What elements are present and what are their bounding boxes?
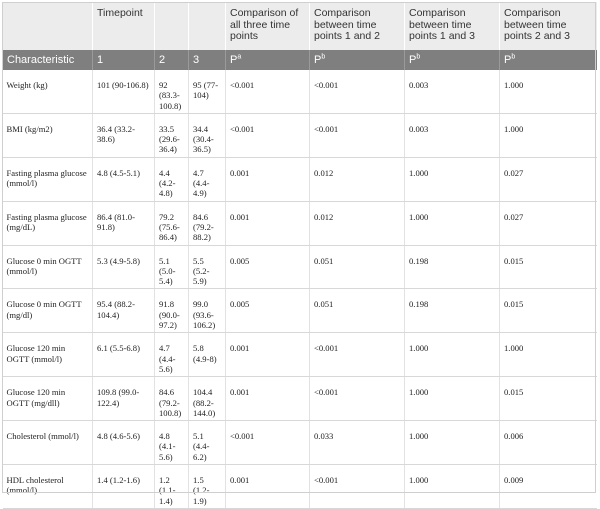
header-blank xyxy=(3,2,93,50)
cell-p-1-2: <0.001 xyxy=(310,333,405,377)
cell-p-all: <0.001 xyxy=(226,113,310,157)
sup-a: a xyxy=(237,53,242,61)
cell-tp3: 5.1 (4.4-6.2) xyxy=(189,421,226,465)
table-row xyxy=(3,245,597,289)
p-letter: P xyxy=(409,54,417,66)
header-tp2: 2 xyxy=(155,50,189,70)
cell-tp1: 6.1 (5.5-6.8) xyxy=(93,333,155,377)
cell-p-2-3: 1.000 xyxy=(500,113,597,157)
cell-p-1-2: 0.033 xyxy=(310,421,405,465)
cell-p-1-2: <0.001 xyxy=(310,113,405,157)
header-characteristic: Characteristic xyxy=(3,50,93,70)
cell-p-2-3: 0.009 xyxy=(500,465,597,509)
header-blank-tp3 xyxy=(189,2,226,50)
table-row xyxy=(3,157,597,201)
table-row xyxy=(3,333,597,377)
header-blank-tp2 xyxy=(155,2,189,50)
cell-tp1: 4.8 (4.6-5.6) xyxy=(93,421,155,465)
header-comparison-2-3: Comparison between time points 2 and 3 xyxy=(500,2,597,50)
sup-b: b xyxy=(511,53,516,61)
cell-p-1-3: 1.000 xyxy=(405,465,500,509)
header-p-1-2 xyxy=(310,50,405,70)
cell-tp2: 84.6 (79.2-100.8) xyxy=(155,377,189,421)
cell-p-all: 0.001 xyxy=(226,377,310,421)
cell-p-all: 0.001 xyxy=(226,201,310,245)
cell-characteristic: BMI (kg/m2) xyxy=(3,113,93,157)
cell-p-all: 0.005 xyxy=(226,245,310,289)
cell-tp3: 34.4 (30.4-36.5) xyxy=(189,113,226,157)
table-row xyxy=(3,421,597,465)
header-tp3: 3 xyxy=(189,50,226,70)
cell-p-1-3: 1.000 xyxy=(405,157,500,201)
cell-p-all: 0.001 xyxy=(226,333,310,377)
cell-p-1-2: <0.001 xyxy=(310,70,405,113)
cell-tp2: 33.5 (29.6-36.4) xyxy=(155,113,189,157)
cell-tp2: 1.2 (1.1-1.4) xyxy=(155,465,189,509)
table-row xyxy=(3,289,597,333)
cell-tp2: 91.8 (90.0-97.2) xyxy=(155,289,189,333)
cell-p-1-2: 0.012 xyxy=(310,201,405,245)
cell-tp3: 1.5 (1.2-1.9) xyxy=(189,465,226,509)
cell-characteristic: Weight (kg) xyxy=(3,70,93,113)
cell-p-all: 0.001 xyxy=(226,465,310,509)
cell-tp3: 5.8 (4.9-8) xyxy=(189,333,226,377)
cell-p-1-3: 1.000 xyxy=(405,377,500,421)
header-tp1: 1 xyxy=(93,50,155,70)
cell-tp3: 99.0 (93.6-106.2) xyxy=(189,289,226,333)
cell-p-2-3: 0.027 xyxy=(500,201,597,245)
cell-characteristic: Glucose 120 min OGTT (mg/dll) xyxy=(3,377,93,421)
cell-tp2: 79.2 (75.6-86.4) xyxy=(155,201,189,245)
cell-p-2-3: 1.000 xyxy=(500,333,597,377)
header-p-all xyxy=(226,50,310,70)
table-row xyxy=(3,70,597,113)
cell-characteristic: Glucose 120 min OGTT (mmol/l) xyxy=(3,333,93,377)
header-p-1-3 xyxy=(405,50,500,70)
results-table xyxy=(2,2,597,509)
cell-p-1-3: 0.198 xyxy=(405,245,500,289)
cell-p-1-2: <0.001 xyxy=(310,465,405,509)
cell-p-1-3: 0.003 xyxy=(405,113,500,157)
cell-p-1-2: 0.051 xyxy=(310,245,405,289)
cell-tp1: 5.3 (4.9-5.8) xyxy=(93,245,155,289)
cell-tp2: 4.7 (4.4-5.6) xyxy=(155,333,189,377)
header-timepoint: Timepoint xyxy=(93,2,155,50)
cell-tp1: 101 (90-106.8) xyxy=(93,70,155,113)
cell-p-1-2: 0.012 xyxy=(310,157,405,201)
cell-characteristic: Glucose 0 min OGTT (mmol/l) xyxy=(3,245,93,289)
sup-b: b xyxy=(321,53,326,61)
table-row xyxy=(3,465,597,509)
cell-p-1-3: 0.198 xyxy=(405,289,500,333)
cell-p-2-3: 0.015 xyxy=(500,377,597,421)
cell-characteristic: Glucose 0 min OGTT (mg/dl) xyxy=(3,289,93,333)
cell-characteristic: HDL cholesterol (mmol/l) xyxy=(3,465,93,509)
cell-tp1: 4.8 (4.5-5.1) xyxy=(93,157,155,201)
cell-tp3: 5.5 (5.2-5.9) xyxy=(189,245,226,289)
table-row xyxy=(3,201,597,245)
cell-characteristic: Fasting plasma glucose (mg/dL) xyxy=(3,201,93,245)
cell-p-2-3: 0.015 xyxy=(500,289,597,333)
p-letter: P xyxy=(504,54,512,66)
cell-tp3: 95 (77-104) xyxy=(189,70,226,113)
cell-characteristic: Cholesterol (mmol/l) xyxy=(3,421,93,465)
cell-tp3: 104.4 (88.2-144.0) xyxy=(189,377,226,421)
cell-tp1: 36.4 (33.2-38.6) xyxy=(93,113,155,157)
header-row-top xyxy=(3,2,597,50)
cell-p-2-3: 1.000 xyxy=(500,70,597,113)
cell-p-1-3: 1.000 xyxy=(405,201,500,245)
cell-p-1-3: 0.003 xyxy=(405,70,500,113)
cell-tp3: 84.6 (79.2-88.2) xyxy=(189,201,226,245)
table-row xyxy=(3,377,597,421)
cell-p-2-3: 0.015 xyxy=(500,245,597,289)
cell-p-all: <0.001 xyxy=(226,70,310,113)
cell-tp2: 92 (83.3-100.8) xyxy=(155,70,189,113)
cell-tp2: 5.1 (5.0-5.4) xyxy=(155,245,189,289)
cell-tp1: 109.8 (99.0-122.4) xyxy=(93,377,155,421)
sup-b: b xyxy=(416,53,421,61)
cell-p-all: <0.001 xyxy=(226,421,310,465)
cell-p-1-2: 0.051 xyxy=(310,289,405,333)
table-row xyxy=(3,113,597,157)
cell-tp2: 4.8 (4.1-5.6) xyxy=(155,421,189,465)
cell-p-2-3: 0.006 xyxy=(500,421,597,465)
cell-characteristic: Fasting plasma glucose (mmol/l) xyxy=(3,157,93,201)
p-letter: P xyxy=(230,54,238,66)
header-p-2-3 xyxy=(500,50,597,70)
cell-tp2: 4.4 (4.2-4.8) xyxy=(155,157,189,201)
cell-p-all: 0.005 xyxy=(226,289,310,333)
cell-tp1: 1.4 (1.2-1.6) xyxy=(93,465,155,509)
cell-p-1-2: <0.001 xyxy=(310,377,405,421)
cell-tp3: 4.7 (4.4-4.9) xyxy=(189,157,226,201)
p-letter: P xyxy=(314,54,322,66)
header-comparison-all: Comparison of all three time points xyxy=(226,2,310,50)
cell-p-1-3: 1.000 xyxy=(405,333,500,377)
header-comparison-1-2: Comparison between time points 1 and 2 xyxy=(310,2,405,50)
header-row-sub xyxy=(3,50,597,70)
cell-tp1: 95.4 (88.2-104.4) xyxy=(93,289,155,333)
header-comparison-1-3: Comparison between time points 1 and 3 xyxy=(405,2,500,50)
cell-p-2-3: 0.027 xyxy=(500,157,597,201)
cell-p-all: 0.001 xyxy=(226,157,310,201)
cell-tp1: 86.4 (81.0-91.8) xyxy=(93,201,155,245)
cell-p-1-3: 1.000 xyxy=(405,421,500,465)
